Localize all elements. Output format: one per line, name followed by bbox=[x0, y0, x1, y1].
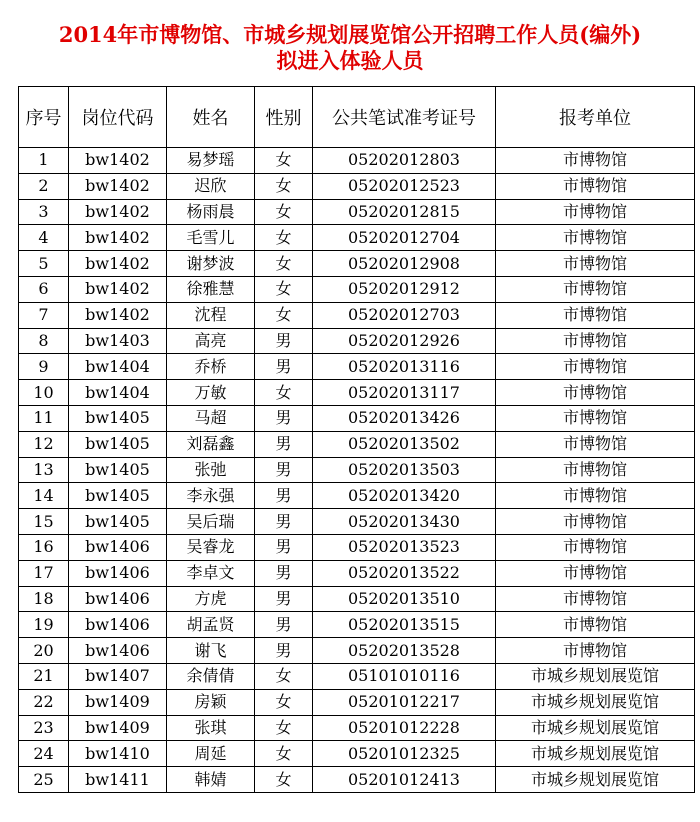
table-row bbox=[19, 767, 695, 793]
cell-gender: 男 bbox=[255, 405, 313, 431]
cell-index: 4 bbox=[19, 225, 69, 251]
cell-index: 23 bbox=[19, 715, 69, 741]
cell-name: 周延 bbox=[167, 741, 255, 767]
table-row bbox=[19, 148, 695, 174]
table-row bbox=[19, 199, 695, 225]
table-row bbox=[19, 586, 695, 612]
cell-name: 高亮 bbox=[167, 328, 255, 354]
cell-unit: 市博物馆 bbox=[496, 225, 695, 251]
cell-exam-number: 05202012703 bbox=[313, 302, 496, 328]
cell-exam-number: 05201012217 bbox=[313, 689, 496, 715]
cell-position-code: bw1406 bbox=[69, 612, 167, 638]
cell-index: 17 bbox=[19, 560, 69, 586]
cell-unit: 市博物馆 bbox=[496, 457, 695, 483]
cell-unit: 市博物馆 bbox=[496, 638, 695, 664]
candidates-table bbox=[18, 86, 695, 793]
page-subtitle: 拟进入体验人员 bbox=[276, 48, 424, 73]
cell-position-code: bw1409 bbox=[69, 715, 167, 741]
cell-name: 余倩倩 bbox=[167, 663, 255, 689]
cell-exam-number: 05202013522 bbox=[313, 560, 496, 586]
cell-index: 10 bbox=[19, 380, 69, 406]
table-row bbox=[19, 302, 695, 328]
cell-index: 9 bbox=[19, 354, 69, 380]
header-exam-number: 公共笔试准考证号 bbox=[313, 87, 496, 148]
cell-gender: 男 bbox=[255, 328, 313, 354]
cell-exam-number: 05202013430 bbox=[313, 509, 496, 535]
header-name: 姓名 bbox=[167, 87, 255, 148]
cell-name: 胡孟贤 bbox=[167, 612, 255, 638]
cell-exam-number: 05202013117 bbox=[313, 380, 496, 406]
cell-position-code: bw1407 bbox=[69, 663, 167, 689]
cell-unit: 市博物馆 bbox=[496, 148, 695, 174]
cell-index: 24 bbox=[19, 741, 69, 767]
cell-exam-number: 05202012803 bbox=[313, 148, 496, 174]
cell-unit: 市博物馆 bbox=[496, 560, 695, 586]
cell-exam-number: 05201012228 bbox=[313, 715, 496, 741]
cell-position-code: bw1405 bbox=[69, 405, 167, 431]
cell-unit: 市城乡规划展览馆 bbox=[496, 663, 695, 689]
cell-position-code: bw1411 bbox=[69, 767, 167, 793]
cell-index: 25 bbox=[19, 767, 69, 793]
cell-gender: 男 bbox=[255, 354, 313, 380]
cell-position-code: bw1402 bbox=[69, 173, 167, 199]
cell-unit: 市博物馆 bbox=[496, 483, 695, 509]
cell-gender: 男 bbox=[255, 483, 313, 509]
cell-index: 21 bbox=[19, 663, 69, 689]
cell-position-code: bw1406 bbox=[69, 534, 167, 560]
page-title: 2014年市博物馆、市城乡规划展览馆公开招聘工作人员(编外) bbox=[58, 22, 642, 47]
cell-position-code: bw1405 bbox=[69, 509, 167, 535]
cell-gender: 女 bbox=[255, 251, 313, 277]
cell-gender: 男 bbox=[255, 431, 313, 457]
cell-name: 李永强 bbox=[167, 483, 255, 509]
cell-index: 22 bbox=[19, 689, 69, 715]
cell-position-code: bw1403 bbox=[69, 328, 167, 354]
cell-name: 方虎 bbox=[167, 586, 255, 612]
cell-name: 杨雨晨 bbox=[167, 199, 255, 225]
table-row bbox=[19, 483, 695, 509]
cell-name: 李卓文 bbox=[167, 560, 255, 586]
cell-unit: 市博物馆 bbox=[496, 586, 695, 612]
cell-gender: 女 bbox=[255, 148, 313, 174]
table-row bbox=[19, 225, 695, 251]
table-row bbox=[19, 457, 695, 483]
cell-unit: 市城乡规划展览馆 bbox=[496, 689, 695, 715]
cell-position-code: bw1402 bbox=[69, 251, 167, 277]
cell-index: 7 bbox=[19, 302, 69, 328]
cell-name: 万敏 bbox=[167, 380, 255, 406]
cell-exam-number: 05201012325 bbox=[313, 741, 496, 767]
cell-gender: 女 bbox=[255, 767, 313, 793]
table-row bbox=[19, 431, 695, 457]
cell-unit: 市博物馆 bbox=[496, 173, 695, 199]
cell-exam-number: 05202012926 bbox=[313, 328, 496, 354]
cell-unit: 市博物馆 bbox=[496, 251, 695, 277]
cell-gender: 女 bbox=[255, 276, 313, 302]
table-row bbox=[19, 380, 695, 406]
cell-position-code: bw1410 bbox=[69, 741, 167, 767]
cell-gender: 女 bbox=[255, 225, 313, 251]
cell-name: 易梦瑶 bbox=[167, 148, 255, 174]
table-row bbox=[19, 689, 695, 715]
cell-gender: 男 bbox=[255, 560, 313, 586]
cell-unit: 市博物馆 bbox=[496, 380, 695, 406]
cell-name: 徐雅慧 bbox=[167, 276, 255, 302]
cell-unit: 市博物馆 bbox=[496, 509, 695, 535]
cell-gender: 女 bbox=[255, 199, 313, 225]
table-row bbox=[19, 251, 695, 277]
cell-unit: 市博物馆 bbox=[496, 431, 695, 457]
cell-index: 3 bbox=[19, 199, 69, 225]
cell-position-code: bw1405 bbox=[69, 431, 167, 457]
header-position-code: 岗位代码 bbox=[69, 87, 167, 148]
cell-gender: 女 bbox=[255, 173, 313, 199]
cell-gender: 女 bbox=[255, 741, 313, 767]
cell-name: 毛雪儿 bbox=[167, 225, 255, 251]
header-gender: 性别 bbox=[255, 87, 313, 148]
cell-unit: 市博物馆 bbox=[496, 534, 695, 560]
cell-position-code: bw1406 bbox=[69, 638, 167, 664]
cell-position-code: bw1402 bbox=[69, 199, 167, 225]
cell-position-code: bw1405 bbox=[69, 457, 167, 483]
cell-unit: 市城乡规划展览馆 bbox=[496, 741, 695, 767]
cell-name: 吴睿龙 bbox=[167, 534, 255, 560]
cell-unit: 市博物馆 bbox=[496, 199, 695, 225]
cell-gender: 女 bbox=[255, 689, 313, 715]
cell-position-code: bw1406 bbox=[69, 586, 167, 612]
table-row bbox=[19, 663, 695, 689]
cell-unit: 市城乡规划展览馆 bbox=[496, 715, 695, 741]
table-row bbox=[19, 741, 695, 767]
cell-gender: 女 bbox=[255, 380, 313, 406]
cell-name: 乔桥 bbox=[167, 354, 255, 380]
cell-gender: 男 bbox=[255, 457, 313, 483]
cell-index: 13 bbox=[19, 457, 69, 483]
cell-position-code: bw1409 bbox=[69, 689, 167, 715]
cell-index: 16 bbox=[19, 534, 69, 560]
cell-gender: 男 bbox=[255, 586, 313, 612]
cell-exam-number: 05202012815 bbox=[313, 199, 496, 225]
cell-index: 19 bbox=[19, 612, 69, 638]
cell-name: 迟欣 bbox=[167, 173, 255, 199]
table-header-row bbox=[19, 87, 695, 148]
table-row bbox=[19, 560, 695, 586]
cell-index: 2 bbox=[19, 173, 69, 199]
header-unit: 报考单位 bbox=[496, 87, 695, 148]
cell-exam-number: 05202013515 bbox=[313, 612, 496, 638]
cell-position-code: bw1402 bbox=[69, 302, 167, 328]
cell-exam-number: 05201012413 bbox=[313, 767, 496, 793]
table-row bbox=[19, 276, 695, 302]
cell-gender: 女 bbox=[255, 715, 313, 741]
cell-exam-number: 05202012908 bbox=[313, 251, 496, 277]
cell-gender: 男 bbox=[255, 509, 313, 535]
cell-index: 1 bbox=[19, 148, 69, 174]
cell-unit: 市城乡规划展览馆 bbox=[496, 767, 695, 793]
cell-gender: 女 bbox=[255, 302, 313, 328]
cell-exam-number: 05202013116 bbox=[313, 354, 496, 380]
cell-exam-number: 05202013420 bbox=[313, 483, 496, 509]
cell-position-code: bw1404 bbox=[69, 354, 167, 380]
cell-index: 18 bbox=[19, 586, 69, 612]
cell-gender: 男 bbox=[255, 612, 313, 638]
table-row bbox=[19, 173, 695, 199]
table-row bbox=[19, 354, 695, 380]
header-index: 序号 bbox=[19, 87, 69, 148]
cell-position-code: bw1405 bbox=[69, 483, 167, 509]
table-row bbox=[19, 638, 695, 664]
cell-name: 吴后瑞 bbox=[167, 509, 255, 535]
cell-position-code: bw1402 bbox=[69, 276, 167, 302]
cell-gender: 男 bbox=[255, 534, 313, 560]
cell-position-code: bw1406 bbox=[69, 560, 167, 586]
cell-name: 谢梦波 bbox=[167, 251, 255, 277]
cell-gender: 男 bbox=[255, 638, 313, 664]
cell-unit: 市博物馆 bbox=[496, 328, 695, 354]
cell-name: 刘磊鑫 bbox=[167, 431, 255, 457]
cell-index: 20 bbox=[19, 638, 69, 664]
table-row bbox=[19, 328, 695, 354]
cell-exam-number: 05202013528 bbox=[313, 638, 496, 664]
cell-name: 韩婧 bbox=[167, 767, 255, 793]
cell-exam-number: 05202013523 bbox=[313, 534, 496, 560]
cell-position-code: bw1402 bbox=[69, 148, 167, 174]
cell-position-code: bw1402 bbox=[69, 225, 167, 251]
cell-index: 11 bbox=[19, 405, 69, 431]
table-row bbox=[19, 534, 695, 560]
cell-index: 14 bbox=[19, 483, 69, 509]
cell-exam-number: 05202012523 bbox=[313, 173, 496, 199]
table-row bbox=[19, 509, 695, 535]
cell-index: 6 bbox=[19, 276, 69, 302]
cell-gender: 女 bbox=[255, 663, 313, 689]
cell-exam-number: 05101010116 bbox=[313, 663, 496, 689]
cell-unit: 市博物馆 bbox=[496, 405, 695, 431]
cell-unit: 市博物馆 bbox=[496, 302, 695, 328]
table-row bbox=[19, 612, 695, 638]
cell-name: 马超 bbox=[167, 405, 255, 431]
cell-index: 12 bbox=[19, 431, 69, 457]
cell-exam-number: 05202013510 bbox=[313, 586, 496, 612]
cell-exam-number: 05202013502 bbox=[313, 431, 496, 457]
cell-index: 8 bbox=[19, 328, 69, 354]
cell-exam-number: 05202012704 bbox=[313, 225, 496, 251]
cell-unit: 市博物馆 bbox=[496, 276, 695, 302]
cell-exam-number: 05202013503 bbox=[313, 457, 496, 483]
cell-name: 房颖 bbox=[167, 689, 255, 715]
cell-name: 沈程 bbox=[167, 302, 255, 328]
cell-index: 15 bbox=[19, 509, 69, 535]
cell-unit: 市博物馆 bbox=[496, 354, 695, 380]
cell-exam-number: 05202012912 bbox=[313, 276, 496, 302]
cell-name: 张琪 bbox=[167, 715, 255, 741]
cell-index: 5 bbox=[19, 251, 69, 277]
cell-name: 谢飞 bbox=[167, 638, 255, 664]
cell-unit: 市博物馆 bbox=[496, 612, 695, 638]
table-row bbox=[19, 405, 695, 431]
cell-position-code: bw1404 bbox=[69, 380, 167, 406]
cell-exam-number: 05202013426 bbox=[313, 405, 496, 431]
cell-name: 张弛 bbox=[167, 457, 255, 483]
table-row bbox=[19, 715, 695, 741]
